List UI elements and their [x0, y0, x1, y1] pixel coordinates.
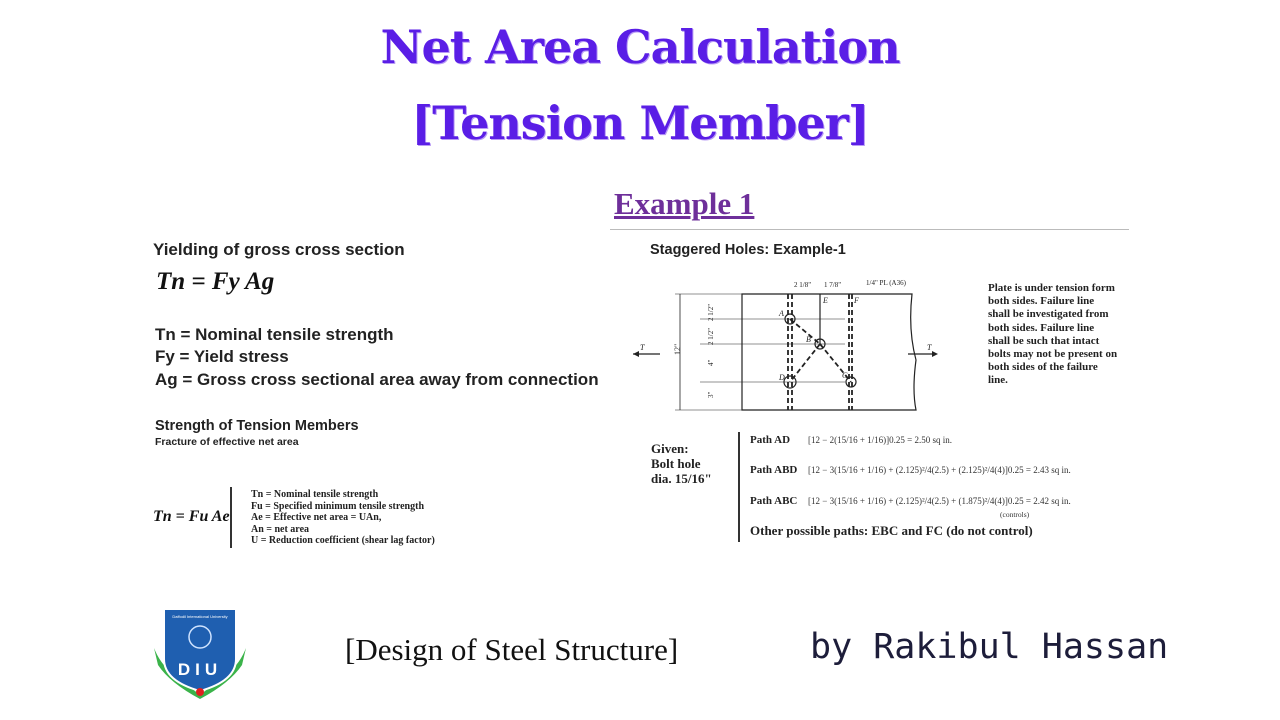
label-c: C [842, 371, 848, 380]
given-text: Bolt hole [651, 456, 701, 471]
path-expression: [12 − 3(15/16 + 1/16) + (2.125)²/4(2.5) + (2.125)²/4(4)]0.25 = 2.43 sq in. [808, 465, 1071, 475]
dim-2-1-8: 2 1/8" [794, 281, 812, 289]
dim-2-1-2-mid: 2 1/2" [707, 327, 715, 345]
yield-heading: Yielding of gross cross section [153, 240, 405, 259]
yield-formula: Tn = Fy Ag [156, 268, 275, 295]
definition: Fy = Yield stress [155, 347, 289, 366]
dim-3: 3" [707, 391, 715, 398]
given-separator [738, 432, 740, 542]
label-e: E [823, 296, 828, 305]
path-name: Path ABD [750, 464, 798, 476]
given-block [651, 441, 712, 486]
path-name: Path ABC [750, 495, 798, 507]
definition: Ag = Gross cross sectional area away from connection [155, 370, 599, 389]
plate-note: Plate is under tension form both sides. Failure line shall be investigated from both sides. Failure line shall be such that intact bolts may not be present on both sides of the failure line. [988, 282, 1118, 387]
label-b: B [806, 335, 811, 344]
fracture-definitions [251, 489, 435, 547]
given-text: dia. 15/16" [651, 471, 712, 486]
course-title: [Design of Steel Structure] [345, 632, 679, 667]
path-abd [750, 464, 1071, 476]
plate-outline [742, 294, 916, 410]
label-a: A [779, 309, 784, 318]
path-expression: [12 − 3(15/16 + 1/16) + (2.125)²/4(2.5) + (1.875)²/4(4)]0.25 = 2.42 sq in. [808, 496, 1071, 506]
path-abc [750, 495, 1071, 507]
given-label: Given: [651, 441, 689, 456]
tension-label-right: T [927, 343, 932, 352]
definition: Fu = Specified minimum tensile strength [251, 500, 425, 512]
example-heading: Example 1 [614, 186, 755, 221]
path-name: Path AD [750, 434, 791, 446]
diu-logo [150, 603, 250, 701]
dim-12: 12" [673, 343, 682, 355]
logo-text: Daffodil International University [172, 614, 228, 619]
definition: Tn = Nominal tensile strength [251, 489, 379, 500]
label-f: F [854, 296, 859, 305]
title-line-1: Net Area Calculation [380, 20, 900, 74]
dim-2-1-2-top: 2 1/2" [707, 303, 715, 321]
title-line-2: [Tension Member] [411, 96, 869, 150]
formula-separator [230, 487, 232, 548]
controls-note: (controls) [1000, 510, 1030, 519]
definition: U = Reduction coefficient (shear lag factor) [251, 535, 435, 546]
strength-heading: Strength of Tension Members [155, 418, 359, 434]
path-expression: [12 − 2(15/16 + 1/16)]0.25 = 2.50 sq in. [808, 435, 952, 445]
logo-letters: DIU [177, 660, 223, 679]
dim-1-7-8: 1 7/8" [824, 281, 842, 289]
dim-4: 4" [707, 359, 715, 366]
other-paths: Other possible paths: EBC and FC (do not control) [750, 523, 1033, 538]
definition: An = net area [251, 523, 310, 535]
plate-spec: 1/4" PL (A36) [866, 279, 906, 287]
path-ad [750, 434, 952, 446]
definition: Ae = Effective net area = UAn, [251, 512, 382, 523]
definition: Tn = Nominal tensile strength [155, 325, 394, 344]
staggered-holes-diagram [630, 270, 960, 415]
divider [610, 229, 1129, 230]
author-name: by Rakibul Hassan [810, 627, 1169, 667]
fracture-formula: Tn = Fu Ae [153, 508, 230, 525]
tension-label-left: T [640, 343, 645, 352]
label-d: D [779, 373, 785, 382]
staggered-heading: Staggered Holes: Example-1 [650, 242, 846, 258]
strength-subheading: Fracture of effective net area [155, 436, 299, 448]
